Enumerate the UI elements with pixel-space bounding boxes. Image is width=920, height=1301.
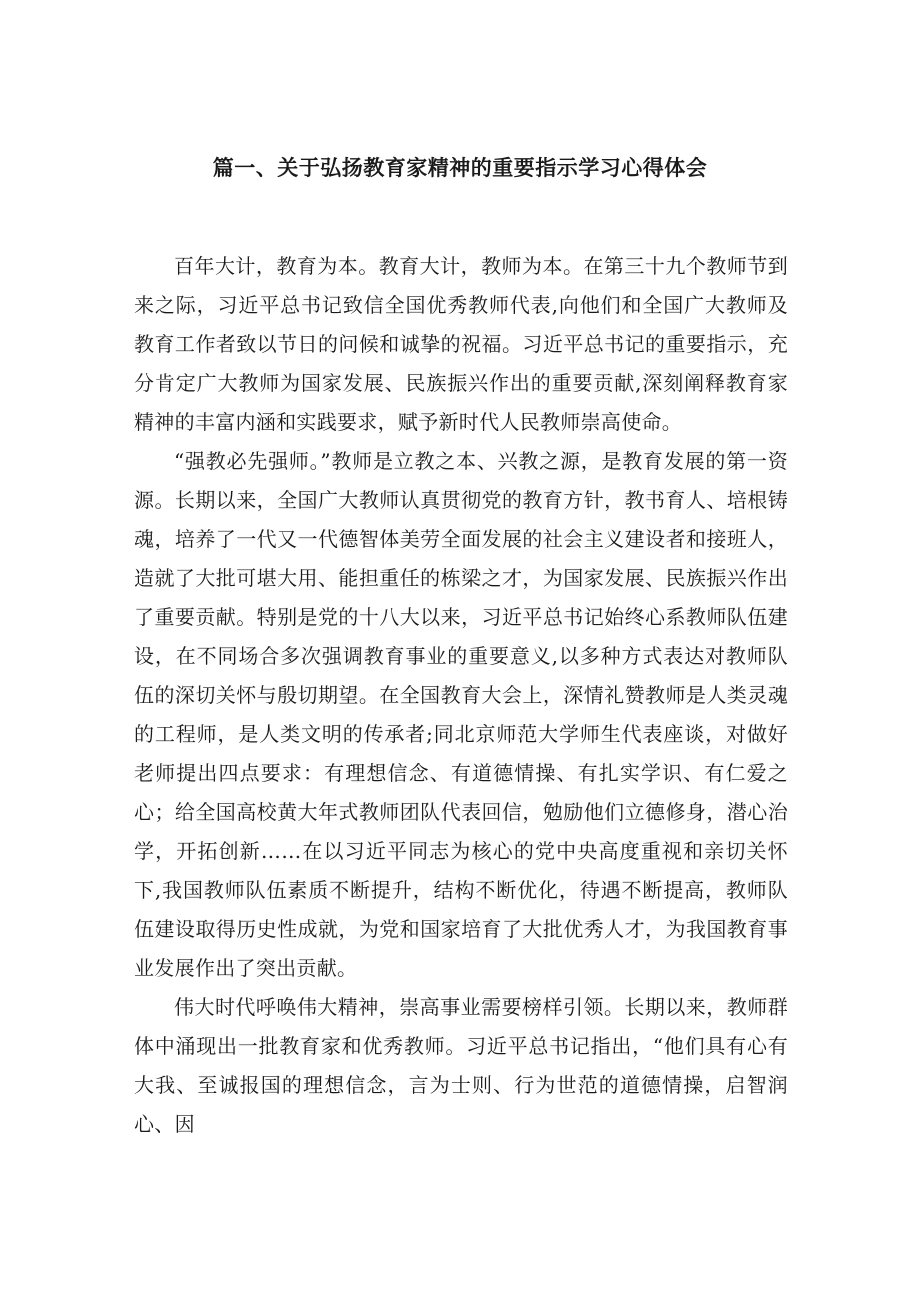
- paragraph-3: 伟大时代呼唤伟大精神，崇高事业需要榜样引领。长期以来，教师群体中涌现出一批教育家和优秀教师。习近平总书记指出，“他们具有心有大我、至诚报国的理想信念，言为士则、行为世范的道德情操，启智润心、因: [134, 995, 788, 1136]
- paragraph-1: 百年大计，教育为本。教育大计，教师为本。在第三十九个教师节到来之际，习近平总书记致信全国优秀教师代表,向他们和全国广大教师及教育工作者致以节日的问候和诚挚的祝福。习近平总书记的重要指示，充分肯定广大教师为国家发展、民族振兴作出的重要贡献,深刻阐释教育家精神的丰富内涵和实践要求，赋予新时代人民教师崇高使命。: [134, 254, 788, 434]
- document-title: 篇一、关于弘扬教育家精神的重要指示学习心得体会: [212, 156, 708, 180]
- paragraph-2: “强教必先强师。”教师是立教之本、兴教之源，是教育发展的第一资源。长期以来，全国广大教师认真贯彻党的教育方针，教书育人、培根铸魂，培养了一代又一代德智体美劳全面发展的社会主义建设者和接班人，造就了大批可堪大用、能担重任的栋梁之才，为国家发展、民族振兴作出了重要贡献。特别是党的十八大以来，习近平总书记始终心系教师队伍建设，在不同场合多次强调教育事业的重要意义,以多种方式表达对教师队伍的深切关怀与殷切期望。在全国教育大会上，深情礼赞教师是人类灵魂的工程师，是人类文明的传承者;同北京师范大学师生代表座谈，对做好老师提出四点要求：有理想信念、有道德情操、有扎实学识、有仁爱之心；给全国高校黄大年式教师团队代表回信，勉励他们立德修身，潜心治学，开拓创新……在以习近平同志为核心的党中央高度重视和亲切关怀下,我国教师队伍素质不断提升，结构不断优化，待遇不断提高，教师队伍建设取得历史性成就，为党和国家培育了大批优秀人才，为我国教育事业发展作出了突出贡献。: [134, 449, 788, 980]
- document-body: [134, 247, 788, 1144]
